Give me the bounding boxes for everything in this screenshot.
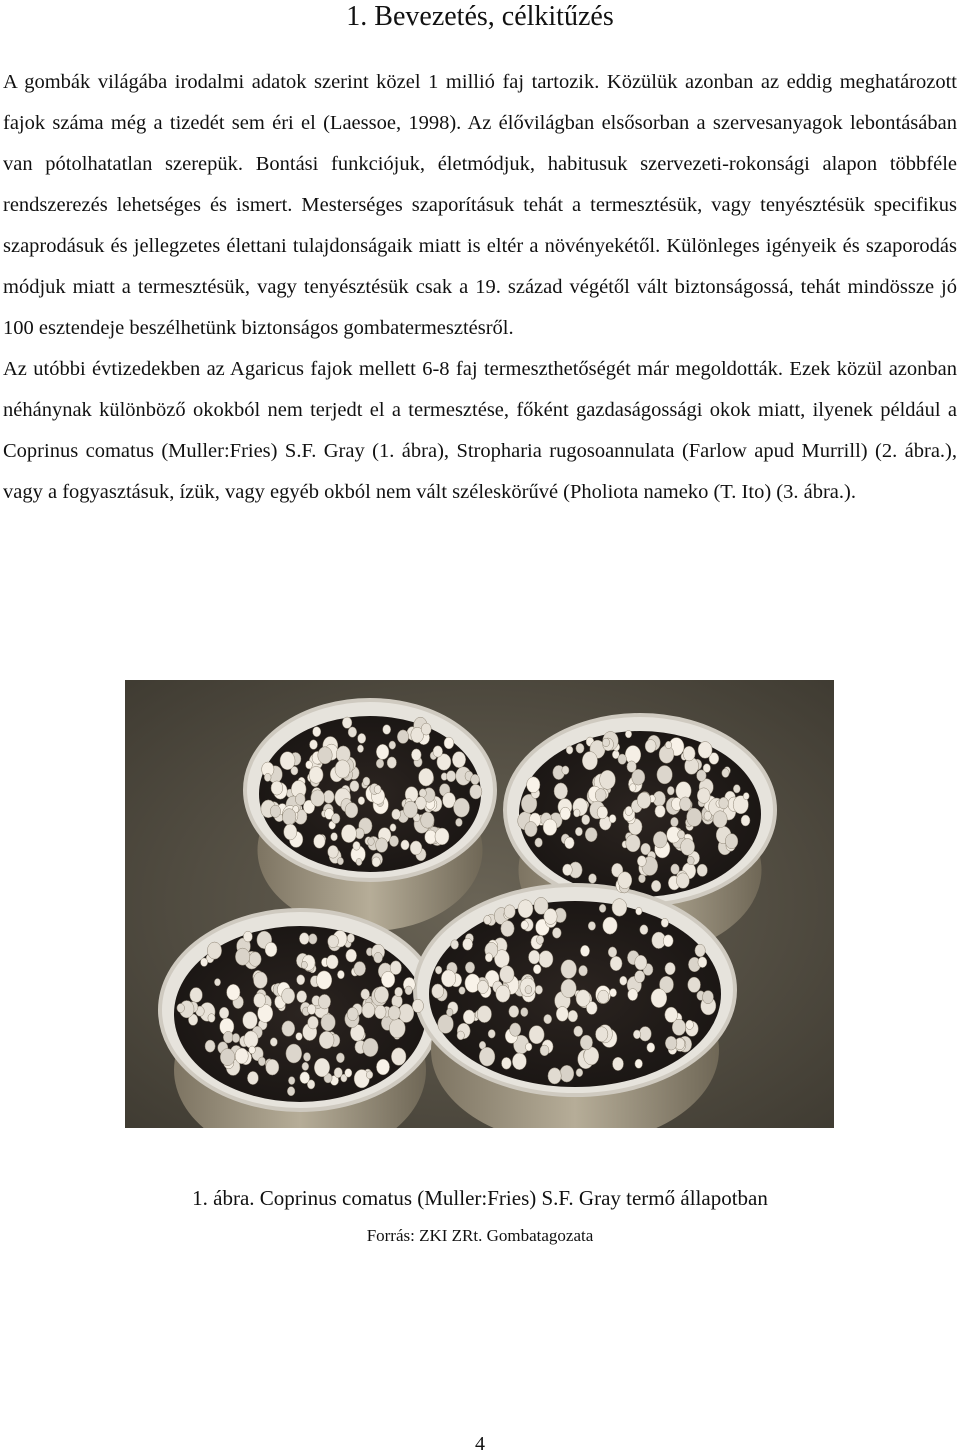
mushroom-cap	[311, 790, 325, 807]
mushroom-cap	[687, 856, 694, 864]
mushroom-cap	[376, 838, 388, 853]
mushroom-cap	[676, 873, 689, 889]
mushroom-cap	[346, 949, 357, 962]
mushroom-cap	[287, 1087, 295, 1096]
mushroom-cap	[671, 817, 679, 826]
mushroom-cap	[637, 856, 646, 867]
mushroom-cap	[301, 961, 307, 968]
mushroom-cap	[540, 1045, 549, 1056]
mushroom-cap	[589, 874, 597, 884]
mushroom-cap	[580, 945, 589, 956]
mushroom-cap	[383, 725, 391, 735]
mushroom-cap	[331, 833, 338, 841]
mushroom-cap	[665, 741, 671, 749]
mushroom-cap	[588, 922, 595, 931]
mushroom-cap	[342, 717, 352, 728]
mushroom-cap	[451, 940, 459, 949]
mushroom-cap	[548, 1068, 561, 1084]
mushroom-cap	[698, 957, 707, 968]
mushroom-cap	[657, 766, 672, 784]
mushroom-cap	[282, 1021, 295, 1037]
mushroom-cap	[232, 1033, 240, 1042]
mushroom-cap	[421, 812, 435, 828]
mushroom-cap	[544, 1014, 552, 1023]
mushroom-cap	[337, 857, 343, 864]
mushroom-cap	[282, 809, 296, 825]
mushroom-cap	[529, 950, 540, 964]
mushroom-cap	[389, 1019, 405, 1038]
mushroom-cap	[725, 834, 738, 849]
mushroom-cap	[271, 781, 283, 795]
mushroom-cap	[599, 904, 606, 912]
figure-source: Forrás: ZKI ZRt. Gombatagozata	[366, 1226, 594, 1245]
mushroom-cap	[560, 807, 571, 820]
mushroom-cap	[243, 1012, 258, 1029]
mushroom-cap	[561, 979, 576, 997]
mushroom-cap	[347, 1008, 358, 1021]
mushroom-cap	[463, 938, 473, 950]
mushroom-cap	[297, 975, 305, 985]
mushroom-cap	[310, 740, 318, 750]
mushroom-cap	[525, 986, 532, 994]
mushroom-cap	[219, 1007, 229, 1019]
mushroom-cap	[603, 917, 617, 934]
mushroom-cap	[235, 948, 249, 965]
mushroom-cap	[543, 819, 557, 836]
mushroom-cap	[347, 934, 354, 943]
mushroom-cap	[254, 993, 266, 1008]
mushroom-cap	[313, 727, 321, 737]
mushroom-cap	[319, 1031, 334, 1049]
mushroom-cap	[635, 971, 645, 983]
mushroom-cap	[454, 798, 470, 817]
mushroom-cap	[299, 933, 309, 945]
mushroom-cap	[345, 803, 358, 818]
mushroom-cap	[264, 773, 271, 781]
mushroom-cap	[411, 749, 421, 761]
mushroom-cap	[471, 774, 480, 784]
mushroom-cap	[328, 935, 339, 948]
body-text	[3, 62, 957, 513]
mushroom-cap	[282, 988, 295, 1004]
mushroom-cap	[521, 921, 528, 930]
mushroom-cap	[665, 962, 675, 974]
mushroom-cap	[376, 759, 384, 768]
figure-caption: 1. ábra. Coprinus comatus (Muller:Fries) S.F. Gray termő állapotban	[192, 1186, 768, 1210]
paragraph-2: Az utóbbi évtizedekben az Agaricus fajok mellett 6-8 faj termeszthetőségét már megoldották. Ezek közül azonban néhánynak különböző okokból nem terjedt el a termesztése, főként gazdaságossági okok miatt, ilyenek például a Coprinus comatus (Muller:Fries) S.F. Gray (1. ábra), Stropharia rugosoannulata (Farlow apud Murrill) (2. ábra.), vagy a fogyasztásuk, ízük, vagy egyéb okból nem vált széleskörűvé (Pholiota nameko (T. Ito) (3. ábra.).	[3, 358, 957, 503]
mushroom-cap	[358, 797, 365, 805]
mushroom-cap	[627, 761, 636, 772]
mushroom-cap	[326, 955, 338, 969]
mushroom-cap	[205, 1040, 215, 1052]
mushroom-cap	[286, 1044, 302, 1063]
mushroom-cap	[556, 1007, 568, 1022]
mushroom-cap	[618, 872, 632, 889]
mushroom-cap	[713, 811, 727, 828]
mushroom-cap	[595, 789, 606, 802]
mushroom-cap	[446, 1008, 453, 1016]
mushroom-cap	[574, 1026, 583, 1037]
mushroom-cap	[733, 785, 740, 793]
mushroom-cap	[368, 837, 375, 845]
mushroom-cap	[608, 947, 617, 957]
mushroom-cap	[465, 962, 474, 973]
mushroom-cap	[208, 1014, 215, 1023]
mushroom-cap	[249, 952, 261, 967]
mushroom-cap	[479, 1047, 495, 1066]
mushroom-cap	[345, 1069, 352, 1078]
mushroom-cap	[388, 1006, 400, 1020]
mushroom-cap	[574, 809, 581, 817]
mushroom-cap	[639, 874, 646, 882]
mushroom-cap	[341, 825, 356, 843]
mushroom-cap	[653, 831, 667, 848]
mushroom-cap	[633, 1030, 640, 1039]
mushroom-cap	[435, 966, 442, 974]
mushroom-cap	[392, 809, 401, 820]
mushroom-cap	[356, 858, 362, 865]
mushroom-cap	[576, 990, 590, 1007]
mushroom-cap	[363, 777, 370, 786]
mushroom-cap	[697, 788, 710, 804]
mushroom-cap	[501, 921, 514, 937]
mushroom-cap	[190, 988, 203, 1003]
mushroom-cap	[568, 1010, 578, 1022]
mushroom-cap	[457, 1031, 464, 1040]
mushroom-cap	[295, 794, 305, 806]
mushroom-cap	[306, 761, 313, 769]
mushroom-cap	[665, 1007, 678, 1022]
mushroom-cap	[560, 1065, 574, 1082]
mushroom-cap	[201, 958, 208, 967]
mushroom-cap	[651, 989, 667, 1008]
mushroom-cap	[582, 815, 590, 825]
mushroom-cap	[609, 815, 616, 823]
mushroom-cap	[535, 985, 542, 994]
mushroom-cap	[381, 971, 395, 987]
mushroom-cap	[444, 737, 454, 749]
mushroom-cap	[665, 1036, 677, 1050]
mushroom-cap	[618, 754, 627, 764]
mushroom-cap	[363, 1038, 378, 1056]
mushroom-cap	[395, 987, 403, 997]
mushroom-cap	[722, 769, 729, 778]
mushroom-cap	[362, 1002, 375, 1018]
mushroom-cap	[227, 984, 240, 1000]
mushroom-cap	[579, 965, 588, 976]
mushroom-cap	[419, 789, 426, 798]
mushroom-cap	[412, 999, 423, 1012]
mushroom-cap	[525, 822, 538, 837]
mushroom-cap	[354, 962, 366, 976]
mushroom-cap	[357, 745, 363, 753]
mushroom-cap	[661, 918, 668, 927]
mushroom-cap	[637, 792, 651, 808]
mushroom-cap	[635, 1059, 643, 1068]
page-title: 1. Bevezetés, célkitűzés	[346, 1, 614, 32]
mushroom-cap	[626, 835, 640, 852]
mushroom-cap	[452, 752, 465, 768]
mushroom-cap	[485, 953, 492, 962]
mushroom-cap	[389, 741, 396, 749]
mushroom-cap	[636, 907, 642, 915]
mushroom-cap	[695, 944, 705, 957]
mushroom-cap	[566, 746, 573, 754]
mushroom-cap	[254, 972, 268, 989]
mushroom-cap	[510, 1023, 521, 1036]
mushroom-cap	[527, 777, 540, 793]
mushroom-cap	[376, 1059, 389, 1075]
mushroom-cap	[563, 864, 573, 876]
mushroom-cap	[697, 770, 707, 782]
mushroom-cap	[477, 1006, 491, 1023]
mushroom-cap	[266, 1059, 279, 1075]
mushroom-cap	[348, 727, 357, 737]
mushroom-cap	[405, 986, 412, 995]
mushroom-cap	[477, 980, 488, 993]
mushroom-cap	[640, 925, 648, 935]
mushroom-cap	[419, 768, 434, 786]
mushroom-cap	[284, 824, 297, 840]
mushroom-cap	[372, 857, 380, 867]
mushroom-cap	[375, 986, 389, 1003]
mushroom-cap	[484, 916, 491, 925]
mushroom-cap	[635, 955, 647, 970]
mushroom-cap	[620, 976, 627, 985]
mushroom-cap	[334, 1068, 342, 1078]
mushroom-cap	[463, 1010, 475, 1024]
mushroom-cap	[502, 1057, 512, 1069]
mushroom-cap	[335, 760, 350, 778]
mushroom-cap	[270, 805, 280, 817]
mushroom-cap	[529, 1026, 544, 1044]
mushroom-cap	[518, 900, 533, 918]
mushroom-cap	[314, 834, 326, 848]
mushroom-cap	[680, 797, 692, 811]
mushroom-cap	[647, 1043, 655, 1053]
mushroom-cap	[446, 771, 455, 782]
mushroom-cap	[470, 784, 482, 799]
mushroom-cap	[596, 1027, 608, 1042]
mushroom-cap	[625, 730, 631, 738]
mushroom-cap	[323, 790, 334, 803]
mushroom-cap	[628, 989, 638, 1001]
mushroom-cap	[303, 1053, 310, 1062]
paragraph-1: A gombák világába irodalmi adatok szerint közel 1 millió faj tartozik. Közülük azonban az eddig meghatározott fajok száma még a tizedét sem éri el (Laessoe, 1998). Az élővilágban elsősorban a szervesanyagok lebontásában van pótolhatatlan szerepük. Bontási funkciójuk, életmódjuk, habitusuk szervezeti-rokonsági alapon többféle rendszerezés lehetséges és ismert. Mesterséges szaporításuk tehát a termesztésük, vagy tenyésztésük specifikus szaprodásuk és jellegzetes élettani tulajdonságaik miatt is eltér a növényekétől. Különleges igényeik és szaporodás módjuk miatt a termesztésük, vagy tenyésztésük csak a 19. század végétől vált biztonságossá, tehát mindössze jó 100 esztendeje beszélhetünk biztonságos gombatermesztésről.	[3, 71, 957, 339]
mushroom-cap	[404, 801, 418, 818]
mushroom-cap	[704, 811, 711, 820]
mushroom-cap	[247, 1071, 258, 1084]
mushroom-cap	[243, 931, 252, 942]
mushroom-cap	[307, 1004, 316, 1014]
mushroom-cap	[376, 744, 389, 759]
mushroom-cap	[610, 989, 617, 997]
mushroom-cap	[681, 839, 695, 856]
mushroom-cap	[309, 766, 323, 783]
mushroom-cap	[300, 1072, 310, 1084]
mushroom-cap	[258, 1057, 265, 1066]
mushroom-cap	[554, 783, 568, 799]
mushroom-cap	[576, 743, 584, 753]
mushroom-cap	[719, 797, 729, 809]
mushroom-cap	[703, 991, 714, 1004]
mushroom-cap	[421, 723, 431, 735]
mushroom-cap	[441, 970, 455, 987]
mushroom-cap	[316, 971, 331, 989]
mushroom-cap	[337, 970, 344, 978]
mushroom-cap	[309, 934, 318, 944]
mushroom-cap	[536, 936, 543, 945]
mushroom-cap	[350, 781, 359, 792]
mushroom-cap	[500, 966, 514, 983]
mushroom-cap	[207, 942, 221, 959]
mushroom-cap	[544, 909, 557, 925]
mushroom-cap	[580, 1035, 592, 1050]
mushroom-cap	[610, 956, 622, 970]
mushroom-cap	[683, 746, 695, 761]
mushroom-cap	[585, 828, 597, 842]
mushroom-cap	[576, 1069, 583, 1077]
mushroom-cap	[433, 746, 443, 757]
mushroom-cap	[639, 1027, 651, 1042]
mushroom-cap	[509, 1006, 519, 1018]
mushroom-cap	[366, 1071, 373, 1079]
mushroom-cap	[390, 824, 396, 832]
mushroom-cap	[223, 1031, 233, 1043]
mushroom-cap	[374, 785, 381, 793]
mushroom-cap	[597, 806, 608, 819]
mushroom-cap	[318, 747, 332, 764]
mushroom-cap	[488, 1030, 495, 1039]
mushroom-cap	[435, 828, 449, 845]
mushroom-cap	[425, 830, 437, 844]
mushroom-cap	[438, 1015, 454, 1034]
mushroom-cap	[612, 899, 627, 917]
mushroom-cap	[336, 1053, 344, 1063]
mushroom-cap	[678, 830, 685, 839]
mushroom-cap	[562, 766, 569, 775]
mushroom-cap	[270, 1038, 277, 1047]
mushroom-cap	[387, 757, 396, 768]
mushroom-cap	[361, 989, 370, 1000]
mushroom-cap	[613, 1057, 624, 1070]
page-number: 4	[475, 1433, 485, 1455]
mushroom-cap	[177, 1004, 185, 1013]
mushroom-cap	[249, 1046, 256, 1054]
mushroom-cap	[297, 991, 307, 1003]
mushroom-cap	[314, 1058, 329, 1077]
mushroom-cap	[332, 813, 340, 823]
mushroom-cap	[318, 994, 330, 1009]
mushroom-cap	[432, 984, 444, 998]
mushroom-cap	[321, 1014, 335, 1031]
mushroom-cap	[686, 1020, 694, 1029]
mushroom-cap	[456, 818, 463, 826]
mushroom-cap	[328, 845, 339, 858]
mushroom-cap	[667, 786, 674, 795]
mushroom-cap	[308, 1016, 319, 1029]
mushroom-cap	[741, 815, 750, 826]
mushroom-cap	[496, 985, 510, 1002]
mushroom-cap	[265, 942, 277, 956]
mushroom-photo	[125, 680, 834, 1128]
mushroom-cap	[401, 840, 409, 850]
mushroom-cap	[598, 990, 609, 1003]
mushroom-cap	[214, 979, 220, 986]
mushroom-cap	[525, 1043, 532, 1051]
mushroom-cap	[220, 1049, 234, 1066]
mushroom-cap	[535, 838, 543, 847]
mushroom-cap	[743, 793, 749, 800]
mushroom-cap	[521, 1008, 528, 1017]
mushroom-cap	[582, 752, 597, 770]
mushroom-cap	[561, 960, 577, 979]
mushroom-cap	[358, 733, 366, 743]
mushroom-cap	[539, 951, 553, 968]
mushroom-cap	[244, 1031, 258, 1048]
mushroom-cap	[552, 928, 561, 939]
mushroom-cap	[645, 740, 656, 753]
mushroom-cap	[353, 841, 360, 850]
mushroom-cap	[512, 1053, 526, 1070]
mushroom-cap	[302, 1062, 309, 1070]
mushroom-cap	[504, 905, 515, 918]
mushroom-cap	[533, 965, 541, 974]
mushroom-cap	[575, 827, 582, 836]
mushroom-cap	[697, 864, 707, 876]
mushroom-cap	[280, 752, 295, 770]
mushroom-cap	[389, 836, 398, 847]
mushroom-cap	[663, 935, 673, 947]
mushroom-cap	[655, 805, 665, 817]
mushroom-cap	[235, 1048, 248, 1064]
mushroom-cap	[602, 738, 609, 747]
mushroom-cap	[651, 880, 661, 891]
mushroom-cap	[459, 987, 465, 995]
mushroom-cap	[410, 841, 422, 855]
mushroom-cap	[397, 730, 408, 744]
mushroom-cap	[565, 837, 575, 849]
mushroom-cap	[374, 952, 383, 963]
mushroom-cap	[288, 1077, 295, 1085]
mushroom-cap	[296, 1033, 303, 1041]
mushroom-cap	[687, 808, 702, 826]
mushroom-cap	[629, 784, 636, 792]
mushroom-cap	[698, 742, 712, 759]
mushroom-cap	[671, 864, 680, 874]
mushroom-cap	[600, 770, 616, 789]
mushroom-cap	[391, 1048, 406, 1066]
mushroom-cap	[375, 1005, 386, 1019]
mushroom-cap	[688, 977, 701, 992]
